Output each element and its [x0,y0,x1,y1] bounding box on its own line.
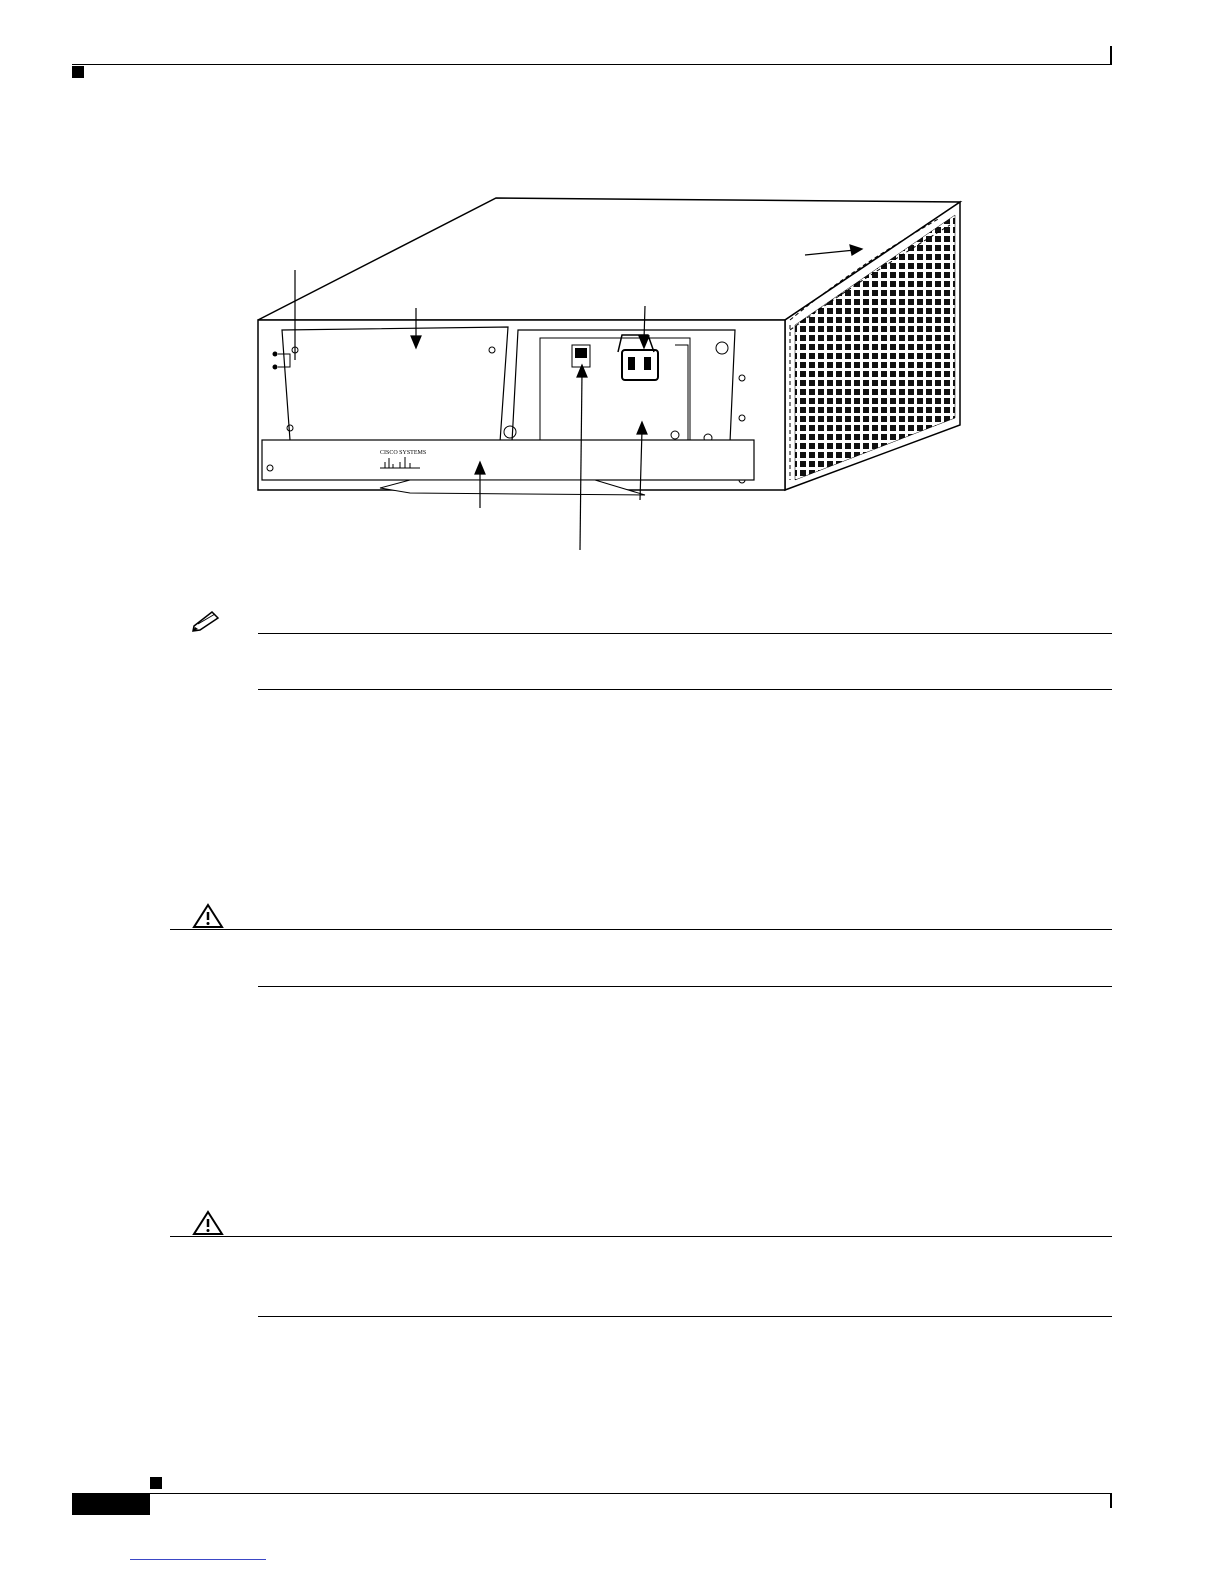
footer-link-underline[interactable] [130,1559,266,1560]
caution-bottom-rule [258,986,1112,987]
led-indicator [273,365,278,370]
footer-page-tab [72,1493,150,1515]
led-indicator [273,352,278,357]
blank-cover-plate [282,327,508,442]
footer-marker [150,1477,162,1489]
caution-bottom-rule [258,1316,1112,1317]
header-marker [72,66,84,78]
power-receptacle [622,350,658,380]
pencil-note-icon [190,608,224,632]
warning-triangle-icon [192,903,224,929]
note-bottom-rule [258,689,1112,690]
cisco-logo-text: CISCO SYSTEMS [380,450,427,456]
header-rule [72,64,1112,65]
footer-tick [1110,1494,1112,1508]
chassis-illustration [250,190,980,560]
caution-top-rule [170,929,1112,930]
footer-rule [150,1493,1112,1494]
warning-triangle-icon [192,1210,224,1236]
header-tick [1110,46,1112,64]
power-supply-module [540,338,690,440]
caution-top-rule [170,1236,1112,1237]
note-top-rule [258,633,1112,634]
bottom-panel [262,440,754,480]
page-number [72,1494,78,1509]
